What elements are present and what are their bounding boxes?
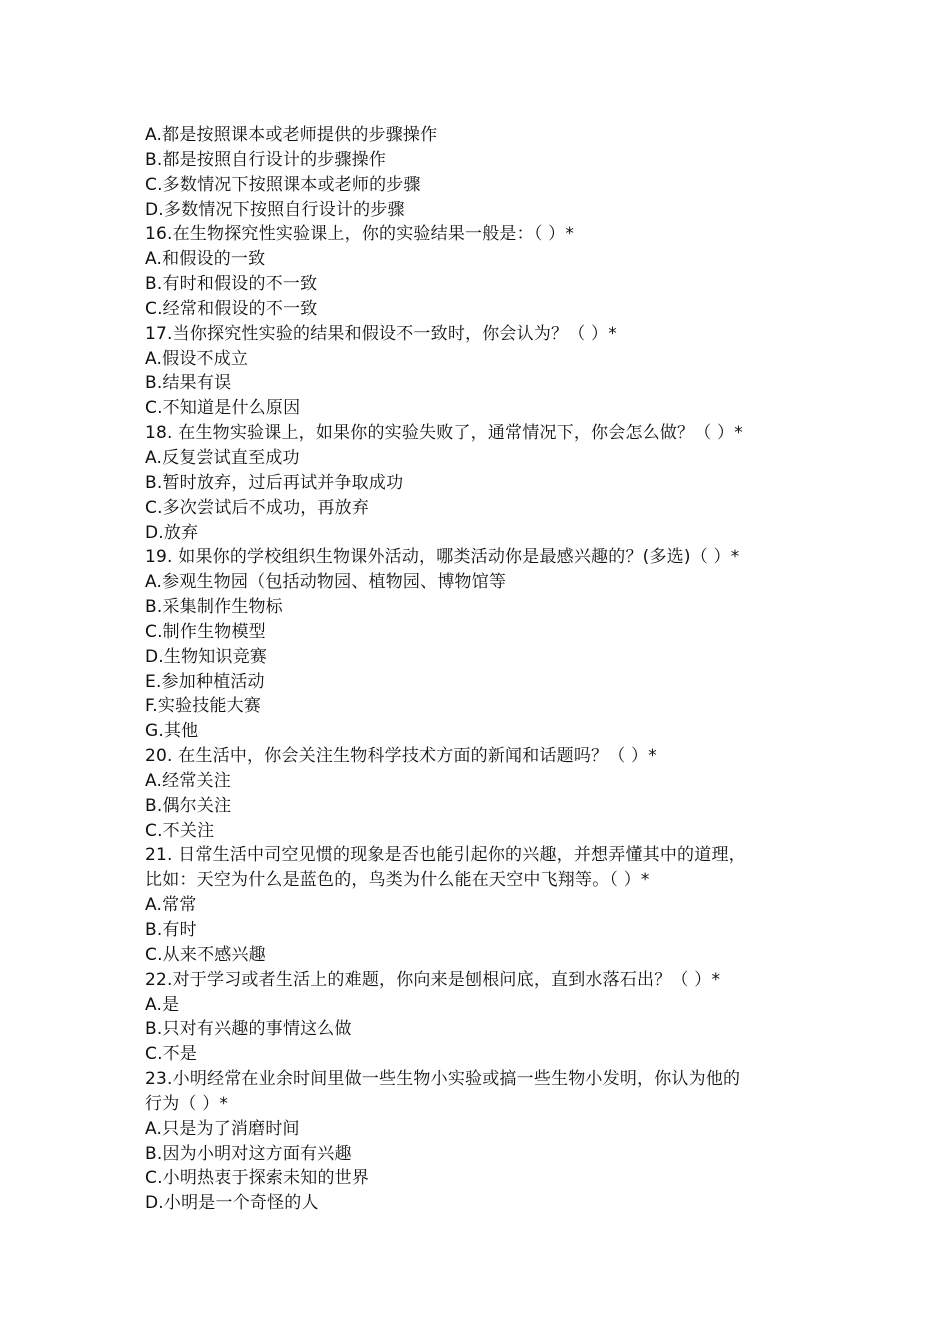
answer-option: C.制作生物模型: [145, 621, 266, 642]
answer-option: A.都是按照课本或老师提供的步骤操作: [145, 125, 438, 145]
question-text: 22.对于学习或者生活上的难题，你向来是刨根问底，直到水落石出？（ ）*: [145, 969, 721, 990]
answer-option: A.经常关注: [145, 770, 231, 791]
document-page: [145, 123, 815, 1216]
answer-option: B.因为小明对这方面有兴趣: [145, 1143, 352, 1164]
answer-option: E.参加种植活动: [145, 671, 265, 692]
answer-option: D.放弃: [145, 522, 199, 543]
question-text: 23.小明经常在业余时间里做一些生物小实验或搞一些生物小发明，你认为他的: [145, 1069, 741, 1090]
answer-option: C.小明热衷于探索未知的世界: [145, 1168, 370, 1189]
answer-option: C.不是: [145, 1044, 198, 1065]
question-text: 18. 在生物实验课上，如果你的实验失败了，通常情况下，你会怎么做？（ ）*: [145, 423, 743, 444]
question-text: 比如：天空为什么是蓝色的，鸟类为什么能在天空中飞翔等。（ ）*: [145, 870, 650, 891]
answer-option: B.暂时放弃，过后再试并争取成功: [145, 472, 404, 493]
answer-option: D.生物知识竞赛: [145, 646, 268, 667]
answer-option: D.小明是一个奇怪的人: [145, 1193, 319, 1214]
answer-option: D.多数情况下按照自行设计的步骤: [145, 199, 405, 220]
answer-option: A.参观生物园（包括动物园、植物园、博物馆等: [145, 572, 507, 593]
answer-option: B.采集制作生物标: [145, 597, 283, 618]
answer-option: A.和假设的一致: [145, 249, 266, 270]
answer-option: B.有时和假设的不一致: [145, 274, 318, 295]
answer-option: A.假设不成立: [145, 348, 249, 369]
answer-option: C.经常和假设的不一致: [145, 298, 318, 319]
answer-option: G.其他: [145, 721, 199, 742]
answer-option: B.有时: [145, 920, 197, 940]
answer-option: A.常常: [145, 895, 197, 916]
question-text: 20. 在生活中，你会关注生物科学技术方面的新闻和话题吗？（ ）*: [145, 746, 657, 767]
answer-option: B.偶尔关注: [145, 795, 232, 816]
answer-option: C.多数情况下按照课本或老师的步骤: [145, 174, 421, 195]
answer-option: B.结果有误: [145, 373, 232, 394]
question-text: 19. 如果你的学校组织生物课外活动，哪类活动你是最感兴趣的？(多选)（ ）*: [145, 547, 740, 568]
answer-option: F.实验技能大赛: [145, 696, 262, 717]
answer-option: C.不知道是什么原因: [145, 398, 301, 419]
answer-option: C.不关注: [145, 820, 215, 841]
answer-option: C.从来不感兴趣: [145, 944, 266, 965]
answer-option: A.反复尝试直至成功: [145, 447, 300, 468]
answer-option: C.多次尝试后不成功，再放弃: [145, 497, 370, 518]
question-text: 16.在生物探究性实验课上，你的实验结果一般是：（ ）*: [145, 224, 575, 245]
question-text: 行为（ ）*: [145, 1093, 229, 1114]
answer-option: A.只是为了消磨时间: [145, 1118, 300, 1139]
question-text: 21. 日常生活中司空见惯的现象是否也能引起你的兴趣，并想弄懂其中的道理，: [145, 845, 746, 866]
question-text: 17.当你探究性实验的结果和假设不一致时，你会认为？（ ）*: [145, 323, 617, 344]
answer-option: B.只对有兴趣的事情这么做: [145, 1019, 352, 1040]
answer-option: B.都是按照自行设计的步骤操作: [145, 149, 387, 170]
answer-option: A.是: [145, 994, 180, 1015]
